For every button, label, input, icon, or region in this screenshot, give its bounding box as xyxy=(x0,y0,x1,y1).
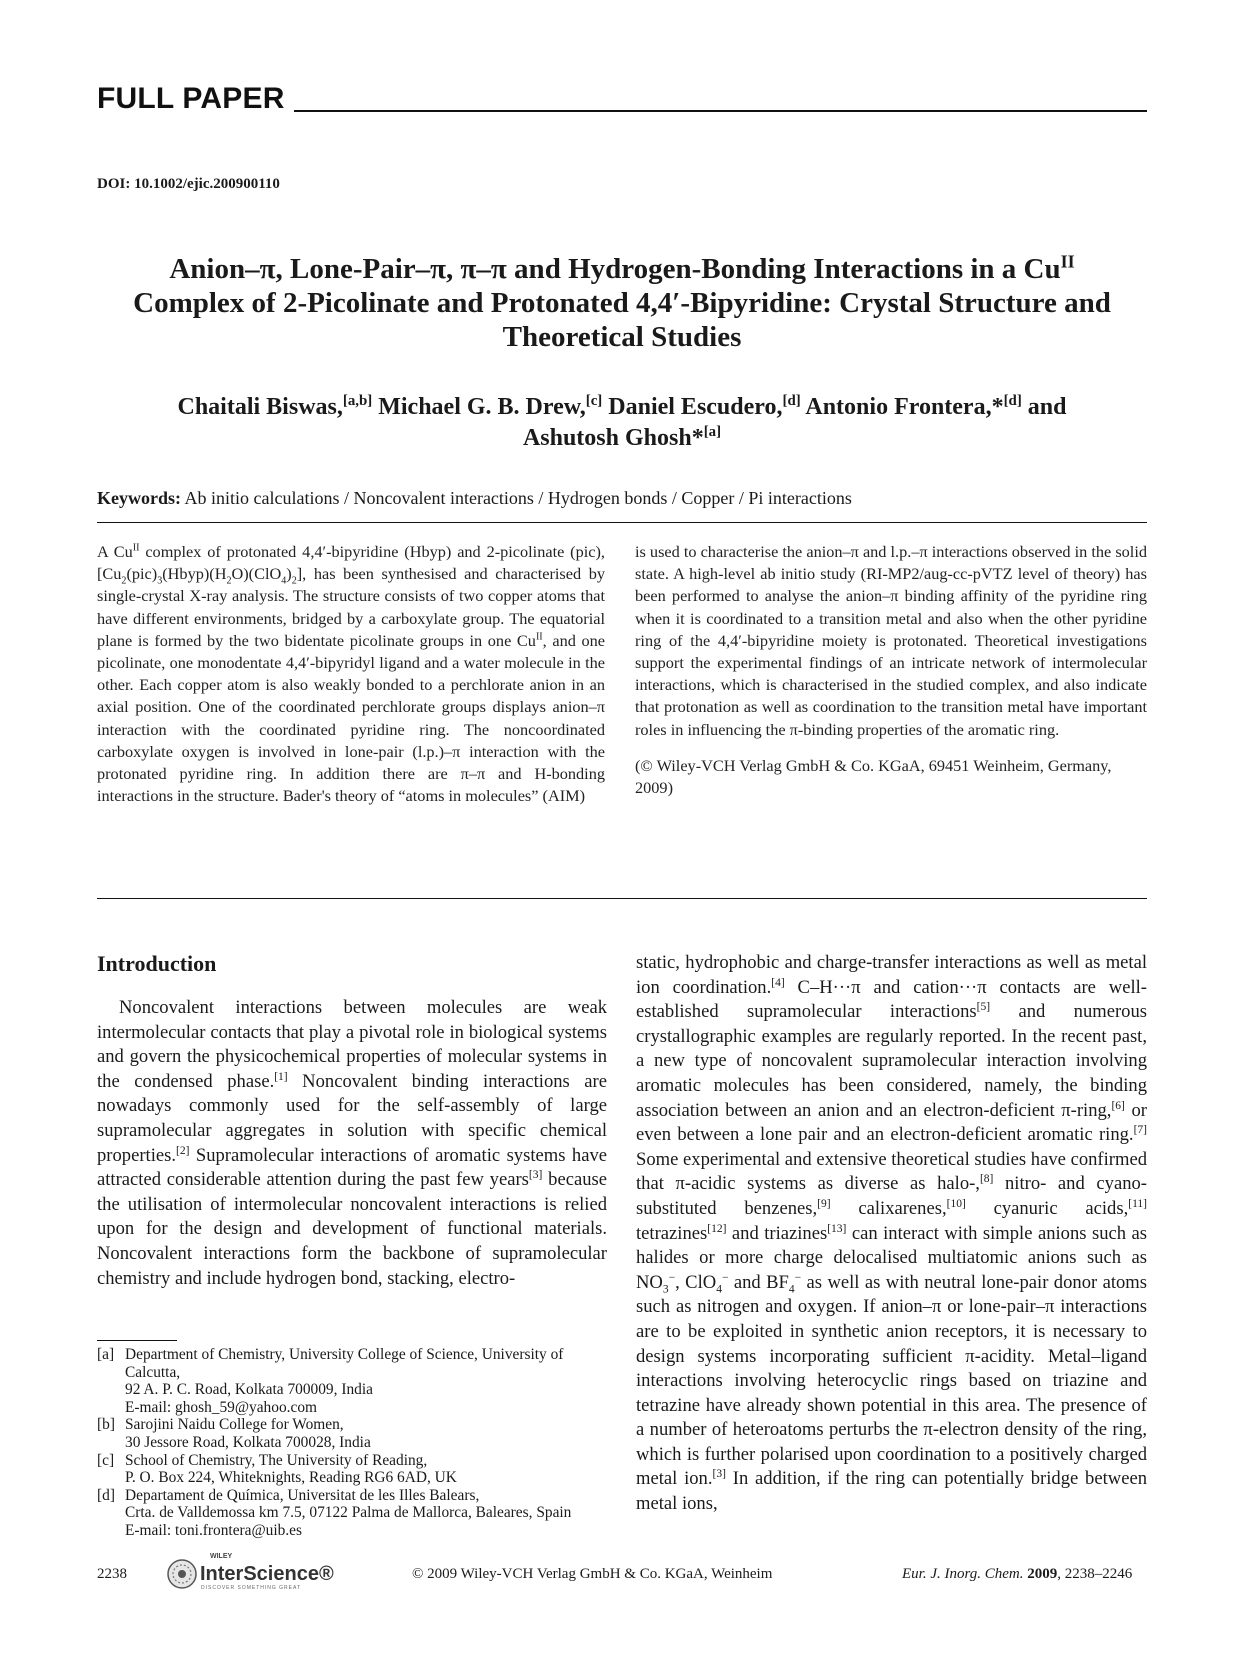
citation: [11] xyxy=(1128,1197,1147,1210)
abstract-text: , and one picolinate, one monodentate 4,4′-bipyridyl ligand and a water molecule in the other. Each copper atom is also weakly bonded to a perchlorate anion in an axial position. One of the coordinated perchlorate groups displays anion–π interaction with the coordinated pyridine ring. The noncoordinated carboxylate oxygen is involved in lone-pair (l.p.)–π interaction with the protonated pyridine ring. In addition there are π–π and H-bonding interactions in the structure. Bader's theory of “atoms in molecules” (AIM) xyxy=(97,630,606,806)
footnote-line: Department of Chemistry, University College of Science, University of Calcutta, xyxy=(125,1346,564,1381)
title-line-1-text: Anion–π, Lone-Pair–π, π–π and Hydrogen-Bonding Interactions in a Cu xyxy=(169,253,1061,285)
citation: [5] xyxy=(976,1001,991,1013)
citation: [6] xyxy=(1111,1099,1125,1112)
footnote-a xyxy=(97,1346,607,1416)
title-line-3: Theoretical Studies xyxy=(502,321,742,353)
abstract-text: complex of protonated 4,4′-bipyridine (Hbyp) and 2-picolinate (pic), [Cu xyxy=(97,542,605,584)
abstract-bottom-rule xyxy=(97,898,1147,899)
footnote-b xyxy=(97,1416,607,1451)
abstract-left-column xyxy=(97,541,605,807)
footnote-line: 92 A. P. C. Road, Kolkata 700009, India xyxy=(125,1381,373,1399)
footnote-c xyxy=(97,1452,607,1487)
abstract-text: ], has been synthesised and characterised by single-crystal X-ray analysis. The structure consists of two copper atoms that have different environments, bridged by a carboxylate group. The equatorial plane is formed by the two bidentate picolinate groups in one Cu xyxy=(97,564,605,650)
abstract-text: A Cu xyxy=(97,542,133,561)
footnote-d xyxy=(97,1487,607,1540)
body-text: calixarenes, xyxy=(830,1197,947,1219)
interscience-logo xyxy=(166,1550,346,1592)
authors-and: and xyxy=(1027,394,1067,420)
formula-sup: − xyxy=(721,1271,729,1284)
citation: [9] xyxy=(817,1197,831,1210)
body-text: nitro- and cyano-substituted benzenes, xyxy=(636,1173,1147,1219)
abstract-right-column xyxy=(635,541,1147,813)
intro-right-column xyxy=(636,951,1147,1517)
journal-name: Eur. J. Inorg. Chem. xyxy=(902,1566,1024,1582)
doi: DOI: 10.1002/ejic.200900110 xyxy=(97,176,280,192)
formula-sup: − xyxy=(794,1271,802,1284)
body-text: can interact with simple anions such as halides or more charge delocalised multiatomic anions such as NO xyxy=(636,1222,1148,1293)
body-text: Some experimental and extensive theoretical studies have confirmed that π-acidic systems as diverse as halo-, xyxy=(636,1148,1147,1195)
abstract-sub: 2 xyxy=(226,575,232,587)
formula-sub: 4 xyxy=(716,1283,722,1296)
abstract-text: ) xyxy=(286,564,292,584)
author-name: Daniel Escudero, xyxy=(608,394,783,420)
footnote-line: 30 Jessore Road, Kolkata 700028, India xyxy=(125,1433,371,1451)
paper-title xyxy=(97,252,1147,354)
citation: [10] xyxy=(946,1197,966,1210)
citation: [7] xyxy=(1133,1123,1147,1136)
abstract-text: (Hbyp)(H xyxy=(162,564,227,584)
title-line-1-sup: II xyxy=(1060,251,1075,272)
body-text: C–H···π and cation···π contacts are well-established supramolecular interactions xyxy=(636,976,1147,1023)
body-text: or even between a lone pair and an electron-deficient aromatic ring. xyxy=(636,1099,1147,1146)
citation: [13] xyxy=(827,1222,847,1235)
title-line-2: Complex of 2-Picolinate and Protonated 4,4′-Bipyridine: Crystal Structure and xyxy=(133,287,1111,319)
affiliation-footnotes xyxy=(97,1346,607,1540)
body-text: Supramolecular interactions of aromatic systems have attracted considerable attention during the past few years xyxy=(97,1144,607,1191)
citation: [3] xyxy=(712,1468,726,1481)
footnote-rule xyxy=(97,1340,177,1341)
abstract-copyright: (© Wiley-VCH Verlag GmbH & Co. KGaA, 69451 Weinheim, Germany, 2009) xyxy=(635,755,1112,798)
page-number: 2238 xyxy=(97,1566,127,1582)
footnote-line: School of Chemistry, The University of Reading, xyxy=(125,1451,428,1469)
logo-wiley: WILEY xyxy=(210,1553,233,1560)
citation: [8] xyxy=(979,1173,994,1186)
keywords-text: Ab initio calculations / Noncovalent interactions / Hydrogen bonds / Copper / Pi interactions xyxy=(184,488,852,508)
body-text: , ClO xyxy=(675,1271,717,1293)
footnote-line: P. O. Box 224, Whiteknights, Reading RG6 6AD, UK xyxy=(125,1469,457,1487)
keywords-label: Keywords: xyxy=(97,488,181,508)
author-affiliation: [d] xyxy=(782,393,801,409)
abstract-sub: 2 xyxy=(291,575,297,587)
author-name: Michael G. B. Drew, xyxy=(378,394,586,420)
author-list xyxy=(97,392,1147,454)
citation: [2] xyxy=(176,1144,190,1157)
body-text: and numerous crystallographic examples are regularly reported. In the recent past, a new type of noncovalent supramolecular interaction involving aromatic molecules has been considered, namely, the binding association between an anion and an electron-deficient π-ring, xyxy=(636,1001,1147,1121)
author-name: Antonio Frontera,* xyxy=(805,394,1004,420)
footnote-line: Sarojini Naidu College for Women, xyxy=(125,1416,344,1434)
journal-year: 2009 xyxy=(1027,1566,1058,1582)
authors-line-1 xyxy=(97,392,1147,423)
formula-sup: − xyxy=(668,1271,676,1284)
abstract-sub: 2 xyxy=(121,575,127,587)
header-rule xyxy=(294,110,1147,112)
footnote-tag: [b] xyxy=(97,1416,115,1434)
body-text: static, hydrophobic and charge-transfer interactions as well as metal ion coordination. xyxy=(636,952,1147,998)
author-affiliation: [c] xyxy=(585,393,603,409)
body-text: Noncovalent binding interactions are nowadays commonly used for the self-assembly of large supramolecular aggregates in solution with specific chemical properties. xyxy=(97,1070,607,1166)
footer-copyright: © 2009 Wiley-VCH Verlag GmbH & Co. KGaA, Weinheim xyxy=(412,1566,773,1582)
abstract-sub: 4 xyxy=(281,575,287,587)
interscience-logo-icon xyxy=(166,1558,198,1590)
section-label: FULL PAPER xyxy=(97,82,285,115)
body-text: and BF xyxy=(728,1271,789,1293)
author-affiliation: [a,b] xyxy=(342,393,373,409)
abstract-paragraph: is used to characterise the anion–π and l.p.–π interactions observed in the solid state. A high-level ab initio study (RI-MP2/aug-cc-pVTZ level of theory) has been performed to analyse the anion–π binding affinity of the pyridine ring when it is coordinated to a transition metal and also when the other pyridine ring of the 4,4′-bipyridine moiety is protonated. Theoretical investigations support the experimental findings of an intricate network of intermolecular interactions, which is characterised in the studied complex, and also indicate that protonation as well as coordination to the transition metal have important roles in influencing the π-binding properties of the aromatic ring. xyxy=(635,542,1147,739)
citation: [12] xyxy=(707,1222,727,1235)
formula-sub: 4 xyxy=(788,1283,795,1296)
body-text: Noncovalent interactions between molecules are weak intermolecular contacts that play a pivotal role in biological systems and govern the physicochemical properties of molecular systems in the condensed phase. xyxy=(97,997,607,1092)
footnote-tag: [c] xyxy=(97,1451,115,1469)
footnote-tag: [d] xyxy=(97,1486,115,1504)
formula-sub: 3 xyxy=(662,1283,669,1296)
body-text: as well as with neutral lone-pair donor atoms such as nitrogen and oxygen. If anion–π or lone-pair–π interactions are to be exploited in synthetic anion receptors, it is necessary to design systems incorporating sufficient π-acidity. Metal–ligand interactions involving heterocyclic rings based on triazine and tetrazine have already shown potential in this area. The presence of a number of heteroatoms perturbs the π-electron density of the ring, which is further polarised upon coordination to a positively charged metal ion. xyxy=(636,1271,1148,1490)
author-name: Chaitali Biswas, xyxy=(177,394,343,420)
abstract-sup: II xyxy=(535,631,543,643)
journal-pages: , 2238–2246 xyxy=(1057,1566,1133,1582)
body-text: cyanuric acids, xyxy=(965,1197,1129,1219)
footnote-email: E-mail: toni.frontera@uib.es xyxy=(125,1521,303,1539)
abstract-top-rule xyxy=(97,522,1147,523)
abstract-sup: II xyxy=(132,542,140,554)
journal-citation xyxy=(902,1566,1132,1583)
logo-tagline: DISCOVER SOMETHING GREAT xyxy=(201,1585,302,1591)
title-line-1 xyxy=(97,252,1147,286)
abstract-text: (pic) xyxy=(126,564,158,584)
body-text: In addition, if the ring can potentially bridge between metal ions, xyxy=(636,1468,1147,1515)
citation: [1] xyxy=(274,1070,288,1083)
citation: [3] xyxy=(528,1168,543,1181)
section-heading: Introduction xyxy=(97,951,217,976)
intro-left-column xyxy=(97,996,607,1291)
footnote-line: Departament de Química, Universitat de les Illes Balears, xyxy=(125,1486,480,1504)
abstract-text: O)(ClO xyxy=(231,564,282,584)
author-affiliation: [d] xyxy=(1003,393,1022,409)
body-text: and triazines xyxy=(726,1222,828,1244)
footnote-tag: [a] xyxy=(97,1346,115,1363)
keywords xyxy=(97,488,852,509)
abstract-sub: 3 xyxy=(157,575,163,587)
footnote-line: Crta. de Valldemossa km 7.5, 07122 Palma de Mallorca, Baleares, Spain xyxy=(125,1504,572,1522)
authors-line-2 xyxy=(97,423,1147,454)
footnote-email: E-mail: ghosh_59@yahoo.com xyxy=(125,1398,317,1416)
citation: [4] xyxy=(771,976,785,989)
author-name: Ashutosh Ghosh* xyxy=(522,425,704,451)
author-affiliation: [a] xyxy=(703,424,722,440)
body-text: tetrazines xyxy=(636,1222,708,1244)
body-text: because the utilisation of intermolecular noncovalent interactions is relied upon for the design and development of functional materials. Noncovalent interactions form the backbone of supramolecular chemistry and include hydrogen bond, stacking, electro- xyxy=(97,1169,607,1289)
logo-interscience: InterScience® xyxy=(200,1563,334,1585)
